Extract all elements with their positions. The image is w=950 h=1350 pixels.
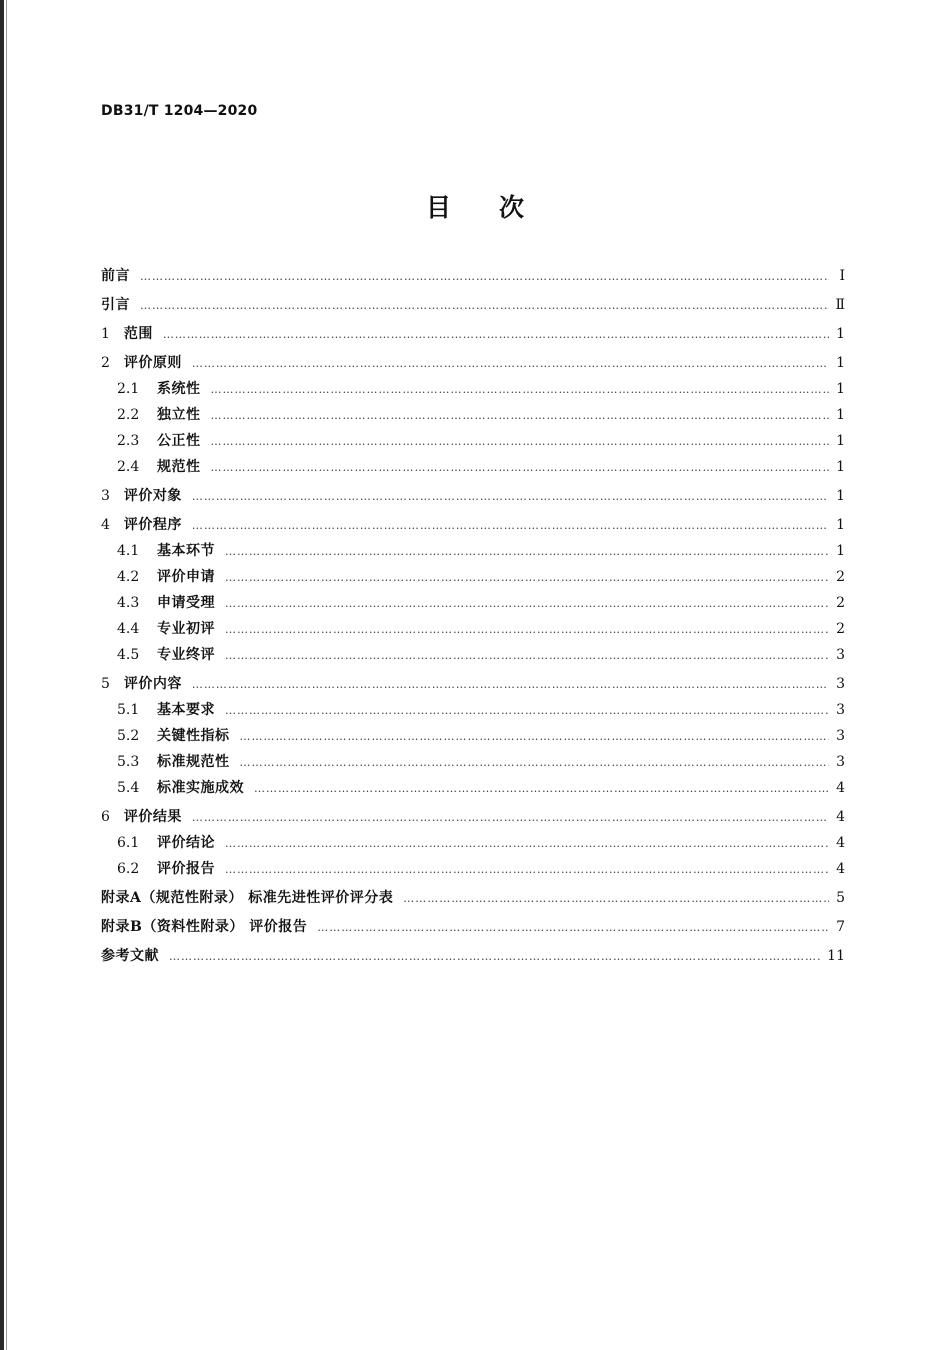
toc-entry-number: 4.2	[117, 569, 140, 585]
toc-dot-leader	[225, 649, 829, 662]
toc-entry-title: 评价程序	[123, 517, 182, 533]
document-code: DB31/T 1204—2020	[101, 103, 258, 119]
toc-entry-number: 5.2	[117, 728, 140, 744]
toc-entry-title: 标准实施成效	[157, 780, 244, 796]
toc-entry-number: 5	[101, 676, 110, 692]
toc-entry[interactable]	[101, 725, 845, 751]
toc-dot-leader	[225, 704, 829, 717]
toc-entry-title: 评价报告	[157, 861, 215, 877]
toc-entry-title: 专业初评	[157, 621, 215, 637]
toc-dot-leader	[225, 597, 829, 610]
toc-entry-title: 评价申请	[157, 569, 215, 585]
toc-entry-title: 评价对象	[123, 488, 182, 504]
toc-entry[interactable]	[101, 887, 845, 913]
toc-entry[interactable]	[101, 916, 845, 942]
toc-entry-page: 2	[836, 569, 845, 585]
toc-dot-leader	[225, 545, 829, 558]
toc-dot-leader	[240, 730, 830, 743]
toc-entry-number: 4.3	[117, 595, 140, 611]
toc-dot-leader	[254, 782, 829, 795]
toc-entry[interactable]	[101, 265, 845, 291]
toc-entry-number: 2	[101, 355, 110, 371]
toc-dot-leader	[403, 892, 829, 905]
page-title: 目次	[425, 193, 572, 222]
toc-dot-leader	[225, 571, 829, 584]
toc-entry-page: 4	[836, 809, 845, 825]
toc-entry-number: 5.1	[117, 702, 140, 718]
toc-entry-title: 基本要求	[157, 702, 215, 718]
toc-entry-number: 1	[101, 326, 110, 342]
toc-entry-page: 1	[836, 459, 845, 475]
toc-dot-leader	[192, 811, 829, 824]
toc-entry-title: 公正性	[157, 433, 201, 449]
toc-entry-number: 2.3	[117, 433, 140, 449]
toc-entry-number: 6.1	[117, 835, 140, 851]
toc-entry-page: 1	[836, 543, 845, 559]
toc-dot-leader	[211, 409, 830, 422]
toc-entry-title: 前言	[101, 268, 130, 284]
toc-dot-leader	[169, 950, 821, 963]
toc-dot-leader	[225, 837, 829, 850]
toc-entry[interactable]	[101, 514, 845, 540]
toc-entry-title: 引言	[101, 297, 130, 313]
toc-dot-leader	[225, 863, 829, 876]
toc-entry[interactable]	[101, 644, 845, 670]
toc-entry-page: 3	[836, 647, 845, 663]
toc-entry[interactable]	[101, 323, 845, 349]
toc-entry-page: 3	[836, 728, 845, 744]
toc-entry-title: 评价结论	[157, 835, 215, 851]
toc-entry-title: 系统性	[157, 381, 201, 397]
toc-entry-title: 评价原则	[123, 355, 182, 371]
toc-entry-number: 4.4	[117, 621, 140, 637]
toc-entry-title: 评价内容	[123, 676, 182, 692]
toc-dot-leader	[211, 435, 830, 448]
toc-entry[interactable]	[101, 945, 845, 971]
toc-entry-number: 6	[101, 809, 110, 825]
toc-entry-page: 5	[836, 890, 845, 906]
toc-entry-title: 独立性	[157, 407, 201, 423]
toc-entry-number: 2.4	[117, 459, 140, 475]
toc-dot-leader	[192, 519, 829, 532]
toc-entry[interactable]	[101, 404, 845, 430]
toc-dot-leader	[192, 490, 829, 503]
toc-entry[interactable]	[101, 832, 845, 858]
toc-dot-leader	[211, 383, 830, 396]
toc-entry-page: 7	[836, 919, 845, 935]
toc-entry[interactable]	[101, 352, 845, 378]
toc-entry-page: 1	[836, 326, 845, 342]
toc-entry[interactable]	[101, 673, 845, 699]
toc-dot-leader	[225, 623, 829, 636]
toc-entry[interactable]	[101, 592, 845, 618]
toc-entry[interactable]	[101, 858, 845, 884]
toc-entry-page: 1	[836, 433, 845, 449]
toc-entry-page: 1	[836, 488, 845, 504]
toc-entry-page: Ⅱ	[835, 297, 845, 313]
toc-entry-title: 专业终评	[157, 647, 215, 663]
toc-entry-title: 范围	[123, 326, 153, 342]
toc-dot-leader	[192, 678, 829, 691]
toc-entry[interactable]	[101, 294, 845, 320]
toc-entry[interactable]	[101, 806, 845, 832]
toc-entry[interactable]	[101, 378, 845, 404]
toc-entry-page: 2	[836, 621, 845, 637]
toc-entry-number: 5.4	[117, 780, 140, 796]
toc-dot-leader	[317, 921, 829, 934]
toc-entry-page: Ⅰ	[839, 268, 845, 284]
toc-entry-page: 4	[836, 780, 845, 796]
toc-entry[interactable]	[101, 699, 845, 725]
toc-entry-title: 规范性	[157, 459, 201, 475]
toc-entry-page: 2	[836, 595, 845, 611]
toc-entry-page: 3	[836, 702, 845, 718]
toc-entry-number: 4.1	[117, 543, 140, 559]
toc-entry-title: 附录B（资料性附录） 评价报告	[101, 919, 308, 935]
toc-entry[interactable]	[101, 751, 845, 777]
toc-entry[interactable]	[101, 430, 845, 456]
toc-entry-title: 标准规范性	[157, 754, 230, 770]
toc-entry-page: 1	[836, 381, 845, 397]
toc-entry-page: 4	[836, 861, 845, 877]
toc-entry[interactable]	[101, 566, 845, 592]
toc-dot-leader	[192, 357, 829, 370]
toc-entry-number: 2.2	[117, 407, 140, 423]
toc-dot-leader	[240, 756, 830, 769]
toc-dot-leader	[140, 299, 829, 312]
toc-entry-title: 附录A（规范性附录） 标准先进性评价评分表	[101, 890, 394, 906]
toc-entry[interactable]	[101, 485, 845, 511]
toc-entry-page: 11	[827, 948, 845, 964]
toc-entry-page: 1	[836, 355, 845, 371]
toc-entry-page: 3	[836, 754, 845, 770]
toc-dot-leader	[163, 328, 829, 341]
toc-entry-number: 5.3	[117, 754, 140, 770]
toc-entry-page: 1	[836, 407, 845, 423]
table-of-contents	[101, 265, 845, 971]
toc-entry-title: 基本环节	[157, 543, 215, 559]
toc-entry[interactable]	[101, 777, 845, 803]
toc-dot-leader	[140, 270, 829, 283]
toc-entry-number: 3	[101, 488, 110, 504]
toc-entry-number: 4.5	[117, 647, 140, 663]
toc-entry-title: 申请受理	[157, 595, 215, 611]
toc-entry-title: 参考文献	[101, 948, 159, 964]
toc-entry-page: 4	[836, 835, 845, 851]
toc-entry-page: 1	[836, 517, 845, 533]
toc-entry-page: 3	[836, 676, 845, 692]
toc-entry-number: 4	[101, 517, 110, 533]
toc-dot-leader	[211, 461, 830, 474]
toc-entry-number: 2.1	[117, 381, 140, 397]
toc-entry[interactable]	[101, 618, 845, 644]
toc-entry-title: 关键性指标	[157, 728, 230, 744]
toc-entry[interactable]	[101, 540, 845, 566]
toc-entry[interactable]	[101, 456, 845, 482]
toc-entry-title: 评价结果	[123, 809, 182, 825]
toc-entry-number: 6.2	[117, 861, 140, 877]
